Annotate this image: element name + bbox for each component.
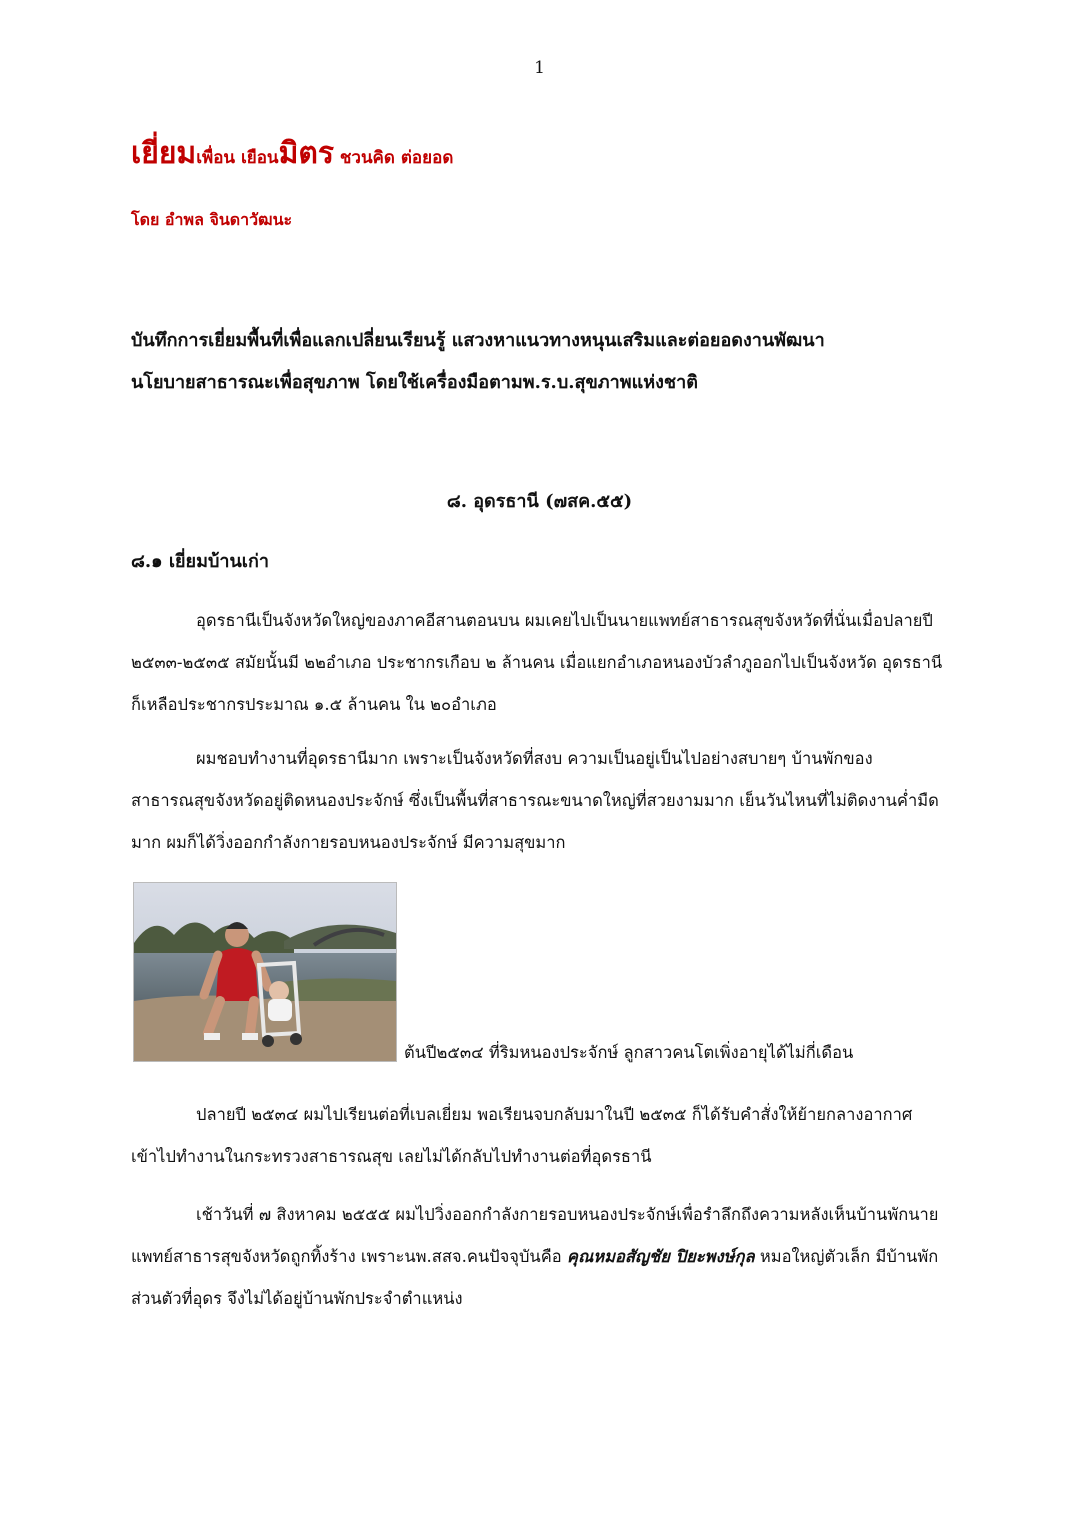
paragraph-4-start: เช้าวันที่ ๗ สิงหาคม ๒๕๕๕ ผมไปวิ่งออกกำลังกายรอบหนองประจักษ์เพื่อรำลึกถึงความหลังเห็นบ้านพักนายแพทย์สาธารสุขจังหวัดถูกทิ้งร้าง เพราะนพ.สสจ.คนปัจจุบันคือ: [131, 1205, 939, 1266]
subsection-heading: ๘.๑ เยี่ยมบ้านเก่า: [131, 551, 269, 572]
author-byline: โดย อำพล จินดาวัฒนะ: [131, 210, 293, 229]
paragraph-1: อุดรธานีเป็นจังหวัดใหญ่ของภาคอีสานตอนบน ผมเคยไปเป็นนายแพทย์สาธารณสุขจังหวัดที่นั่นเมื่อปลายปี ๒๕๓๓-๒๕๓๕ สมัยนั้นมี ๒๒อำเภอ ประชากรเกือบ ๒ ล้านคน เมื่อแยกอำเภอหนองบัวลำภูออกไปเป็นจังหวัด อุดรธานีก็เหลือประชากรประมาณ ๑.๕ ล้านคน ใน ๒๐อำเภอ: [131, 611, 943, 714]
intro-statement: [131, 320, 951, 404]
page-number: 1: [534, 58, 545, 78]
article-title: [131, 130, 453, 177]
family-photo: [133, 882, 397, 1062]
doctor-name: คุณหมอสัญชัย ปิยะพงษ์กุล: [566, 1247, 755, 1266]
title-part-2: เพื่อน เยือน: [196, 148, 279, 168]
paragraph-4: [131, 1194, 943, 1320]
section-heading: ๘. อุดรธานี (๗สค.๕๕): [446, 491, 633, 512]
paragraph-3: ปลายปี ๒๕๓๔ ผมไปเรียนต่อที่เบลเยี่ยม พอเรียนจบกลับมาในปี ๒๕๓๕ ก็ได้รับคำสั่งให้ย้ายกลางอากาศเข้าไปทำงานในกระทรวงสาธารณสุข เลยไม่ได้กลับไปทำงานต่อที่อุดรธานี: [131, 1105, 913, 1166]
paragraph-2: ผมชอบทำงานที่อุดรธานีมาก เพราะเป็นจังหวัดที่สงบ ความเป็นอยู่เป็นไปอย่างสบายๆ บ้านพักของสาธารณสุขจังหวัดอยู่ติดหนองประจักษ์ ซึ่งเป็นพื้นที่สาธารณะขนาดใหญ่ที่สวยงามมาก เย็นวันไหนที่ไม่ติดงานค่ำมืดมาก ผมก็ได้วิ่งออกกำลังกายรอบหนองประจักษ์ มีความสุขมาก: [131, 749, 939, 852]
intro-line-2: นโยบายสาธารณะเพื่อสุขภาพ โดยใช้เครื่องมือตามพ.ร.บ.สุขภาพแห่งชาติ: [131, 372, 698, 393]
title-part-3: มิตร: [278, 136, 334, 171]
intro-line-1: บันทึกการเยี่ยมพื้นที่เพื่อแลกเปลี่ยนเรียนรู้ แสวงหาแนวทางหนุนเสริมและต่อยอดงานพัฒนา: [131, 330, 825, 351]
paragraph-4-end: หมอใหญ่ตัวเล็ก มีบ้านพักส่วนตัวที่อุดร จึงไม่ได้อยู่บ้านพักประจำตำแหน่ง: [131, 1247, 939, 1308]
title-part-4: ชวนคิด ต่อยอด: [333, 148, 454, 168]
photo-caption: ต้นปี๒๕๓๔ ที่ริมหนองประจักษ์ ลูกสาวคนโตเพิ่งอายุได้ไม่กี่เดือน: [404, 1043, 854, 1062]
title-part-1: เยี่ยม: [131, 136, 197, 171]
